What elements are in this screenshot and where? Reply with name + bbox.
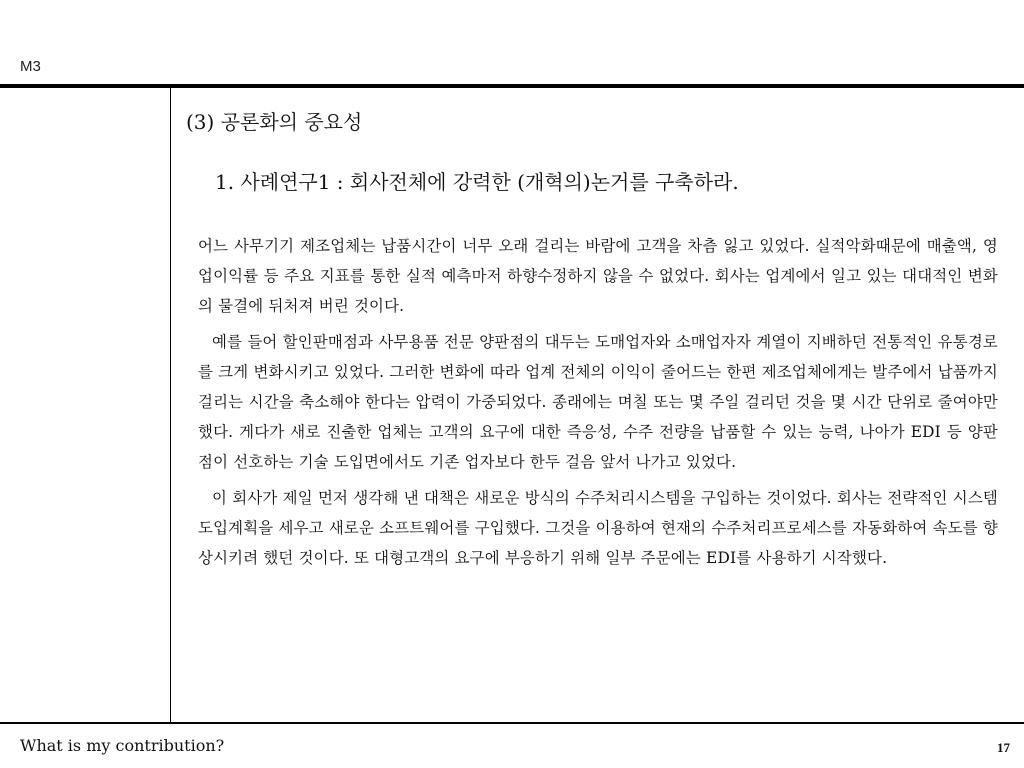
case-study-title: 1. 사례연구1 : 회사전체에 강력한 (개혁의)논거를 구축하라. [215, 170, 739, 194]
left-column-divider [170, 88, 171, 722]
paragraph-3: 이 회사가 제일 먼저 생각해 낸 대책은 새로운 방식의 수주처리시스템을 구입하는 것이었다. 회사는 전략적인 시스템 도입계획을 세우고 새로운 소프트웨어를 구입했다. 그것을 이용하여 현재의 수주처리프로세스를 자동화하여 속도를 향상시키려 했던 것이다. 또 대형고객의 요구에 부응하기 위해 일부 주문에는 EDI를 사용하기 시작했다. [198, 489, 998, 567]
slide-header-label: M3 [20, 58, 41, 75]
top-rule [0, 84, 1024, 88]
bottom-rule [0, 722, 1024, 724]
paragraph-2: 예를 들어 할인판매점과 사무용품 전문 양판점의 대두는 도매업자와 소매업자자 계열이 지배하던 전통적인 유통경로를 크게 변화시키고 있었다. 그러한 변화에 따라 업계 전체의 이익이 줄어드는 한편 제조업체에게는 발주에서 납품까지 걸리는 시간을 축소해야 한다는 압력이 가중되었다. 종래에는 며칠 또는 몇 주일 걸리던 것을 몇 시간 단위로 줄여야만 했다. 게다가 새로 진출한 업체는 고객의 요구에 대한 즉응성, 수주 전량을 납품할 수 있는 능력, 나아가 EDI 등 양판점이 선호하는 기술 도입면에서도 기존 업자보다 한두 걸음 앞서 나가고 있었다. [198, 333, 998, 471]
footer-question: What is my contribution? [20, 736, 225, 755]
paragraph-1: 어느 사무기기 제조업체는 납품시간이 너무 오래 걸리는 바람에 고객을 차츰 잃고 있었다. 실적악화때문에 매출액, 영업이익률 등 주요 지표를 통한 실적 예측마저 하향수정하지 않을 수 없었다. 회사는 업계에서 일고 있는 대대적인 변화의 물결에 뒤처져 버린 것이다. [198, 237, 998, 315]
body-text [198, 231, 998, 573]
section-heading: (3) 공론화의 중요성 [186, 110, 363, 134]
page-number: 17 [997, 740, 1010, 755]
